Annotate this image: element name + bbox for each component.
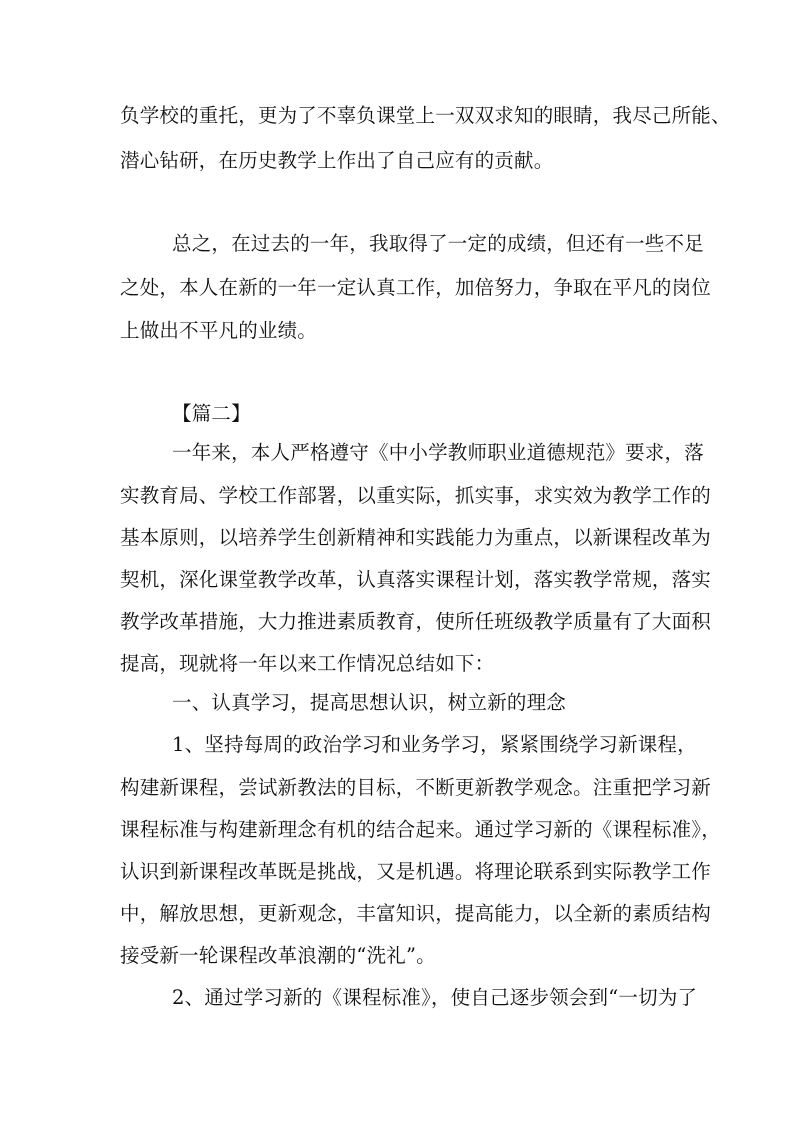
text-line: 提高，现就将一年以来工作情况总结如下： [120, 652, 495, 675]
text-line: 接受新一轮课程改革浪潮的“洗礼”。 [120, 944, 436, 967]
subheading-line: 一、认真学习，提高思想认识，树立新的理念 [172, 691, 567, 714]
text-line: 潜心钻研，在历史教学上作出了自己应有的贡献。 [120, 149, 554, 172]
text-line: 实教育局、学校工作部署，以重实际，抓实事，求实效为教学工作的 [120, 484, 712, 507]
text-line: 基本原则，以培养学生创新精神和实践能力为重点，以新课程改革为 [120, 526, 712, 549]
text-line: 契机，深化课堂教学改革，认真落实课程计划，落实教学常规，落实 [120, 568, 712, 591]
paragraph-line: 2、通过学习新的《课程标准》，使自己逐步领会到“一切为了 [172, 986, 698, 1009]
text-line: 课程标准与构建新理念有机的结合起来。通过学习新的《课程标准》， [120, 818, 721, 841]
text-line: 认识到新课程改革既是挑战，又是机遇。将理论联系到实际教学工作 [120, 860, 712, 883]
text-line: 构建新课程，尝试新教法的目标，不断更新教学观念。注重把学习新 [120, 776, 712, 799]
text-line: 教学改革措施，大力推进素质教育，使所任班级教学质量有了大面积 [120, 610, 712, 633]
text-line: 负学校的重托，更为了不辜负课堂上一双双求知的眼睛，我尽己所能、 [120, 104, 731, 127]
paragraph-line: 1、坚持每周的政治学习和业务学习，紧紧围绕学习新课程， [172, 733, 697, 756]
text-line: 之处，本人在新的一年一定认真工作，加倍努力，争取在平凡的岗位 [120, 276, 712, 299]
paragraph-line: 一年来，本人严格遵守《中小学教师职业道德规范》要求，落 [172, 441, 704, 464]
paragraph-line: 总之，在过去的一年，我取得了一定的成绩，但还有一些不足 [172, 232, 704, 255]
text-line: 中，解放思想，更新观念，丰富知识，提高能力，以全新的素质结构 [120, 902, 712, 925]
section-heading: 【篇二】 [172, 402, 251, 425]
text-line: 上做出不平凡的业绩。 [120, 319, 318, 342]
